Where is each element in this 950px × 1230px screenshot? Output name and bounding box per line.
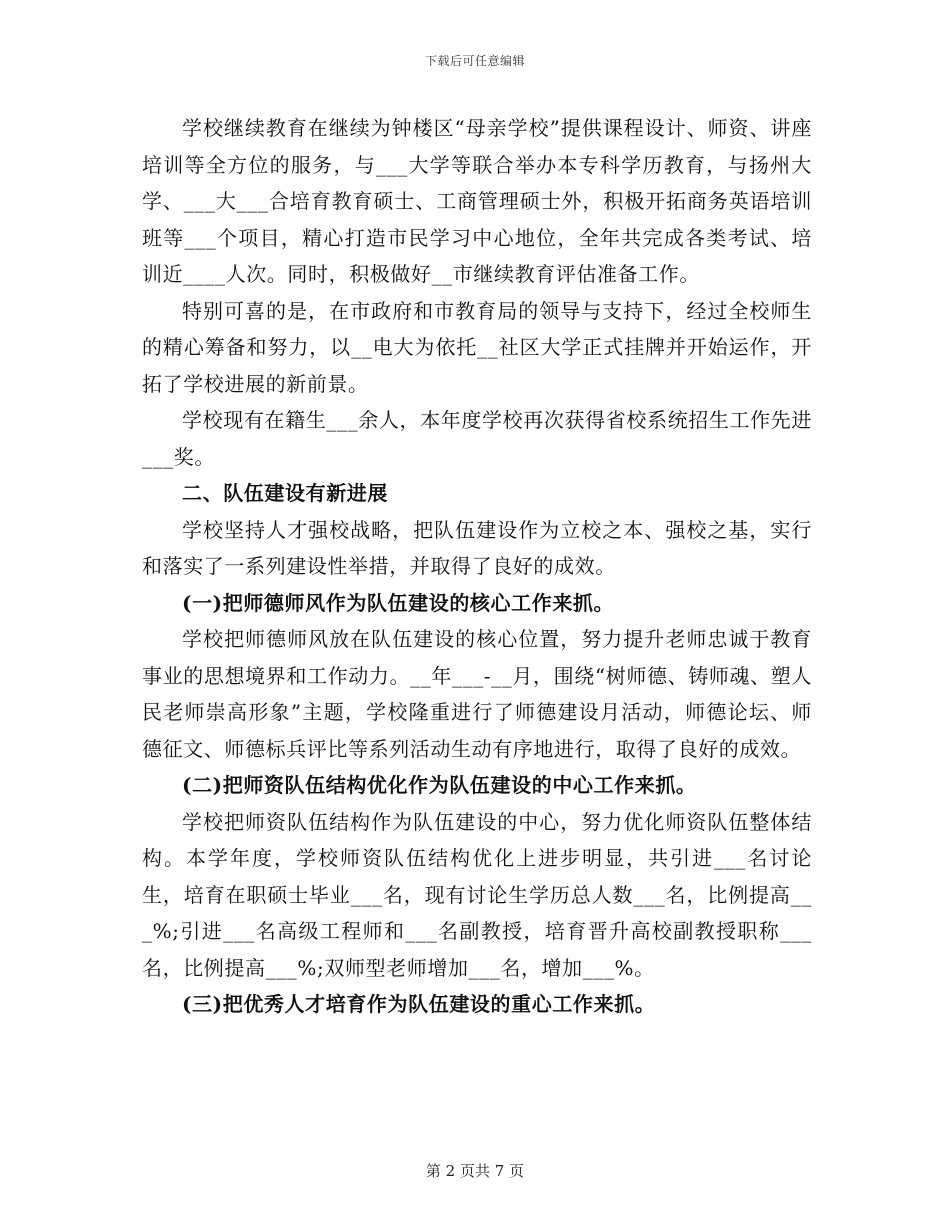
paragraph-teacher-ethics: 学校把师德师风放在队伍建设的核心位置，努力提升老师忠诚于教育事业的思想境界和工作动力。__年___-__月，围绕“树师德、铸师魂、塑人民老师崇高形象”主题，学校隆重进行了师德建设月活动，师德论坛、师德征文、师德标兵评比等系列活动生动有序地进行，取得了良好的成效。	[142, 627, 812, 761]
section-heading-team-building: 二、队伍建设有新进展	[182, 481, 388, 505]
subheading-teacher-ethics: (一)把师德师风作为队伍建设的核心工作来抓。	[182, 590, 615, 615]
subheading-talent-cultivation: (三)把优秀人才培育作为队伍建设的重心工作来抓。	[182, 992, 656, 1016]
page-header: 下载后可任意编辑	[424, 54, 525, 68]
page-footer: 第 2 页共 7 页	[425, 1162, 525, 1180]
paragraph-community-university: 特别可喜的是，在市政府和市教育局的领导与支持下，经过全校师生的精心筹备和努力，以__电大为依托__社区大学正式挂牌并开始运作，开拓了学校进展的新前景。	[142, 298, 812, 396]
paragraph-continuing-education: 学校继续教育在继续为钟楼区“母亲学校”提供课程设计、师资、讲座培训等全方位的服务，与___大学等联合举办本专科学历教育，与扬州大学、___大___合培育教育硕士、工商管理硕士外，积极开拓商务英语培训班等___个项目，精心打造市民学习中心地位，全年共完成各类考试、培训近____人次。同时，积极做好__市继续教育评估准备工作。	[142, 116, 812, 286]
paragraph-faculty-structure: 学校把师资队伍结构作为队伍建设的中心，努力优化师资队伍整体结构。本学年度，学校师资队伍结构优化上进步明显，共引进___名讨论生，培育在职硕士毕业___名，现有讨论生学历总人数___名，比例提高___%;引进___名高级工程师和___名副教授，培育晋升高校副教授职称___名，比例提高___%;双师型老师增加___名，增加___%。	[142, 809, 812, 980]
paragraph-talent-strategy: 学校坚持人才强校战略，把队伍建设作为立校之本、强校之基，实行和落实了一系列建设性举措，并取得了良好的成效。	[142, 517, 812, 578]
subheading-faculty-structure: (二)把师资队伍结构优化作为队伍建设的中心工作来抓。	[182, 773, 697, 797]
paragraph-enrollment: 学校现有在籍生___余人，本年度学校再次获得省校系统招生工作先进___奖。	[142, 408, 812, 469]
document-body	[142, 110, 812, 1023]
